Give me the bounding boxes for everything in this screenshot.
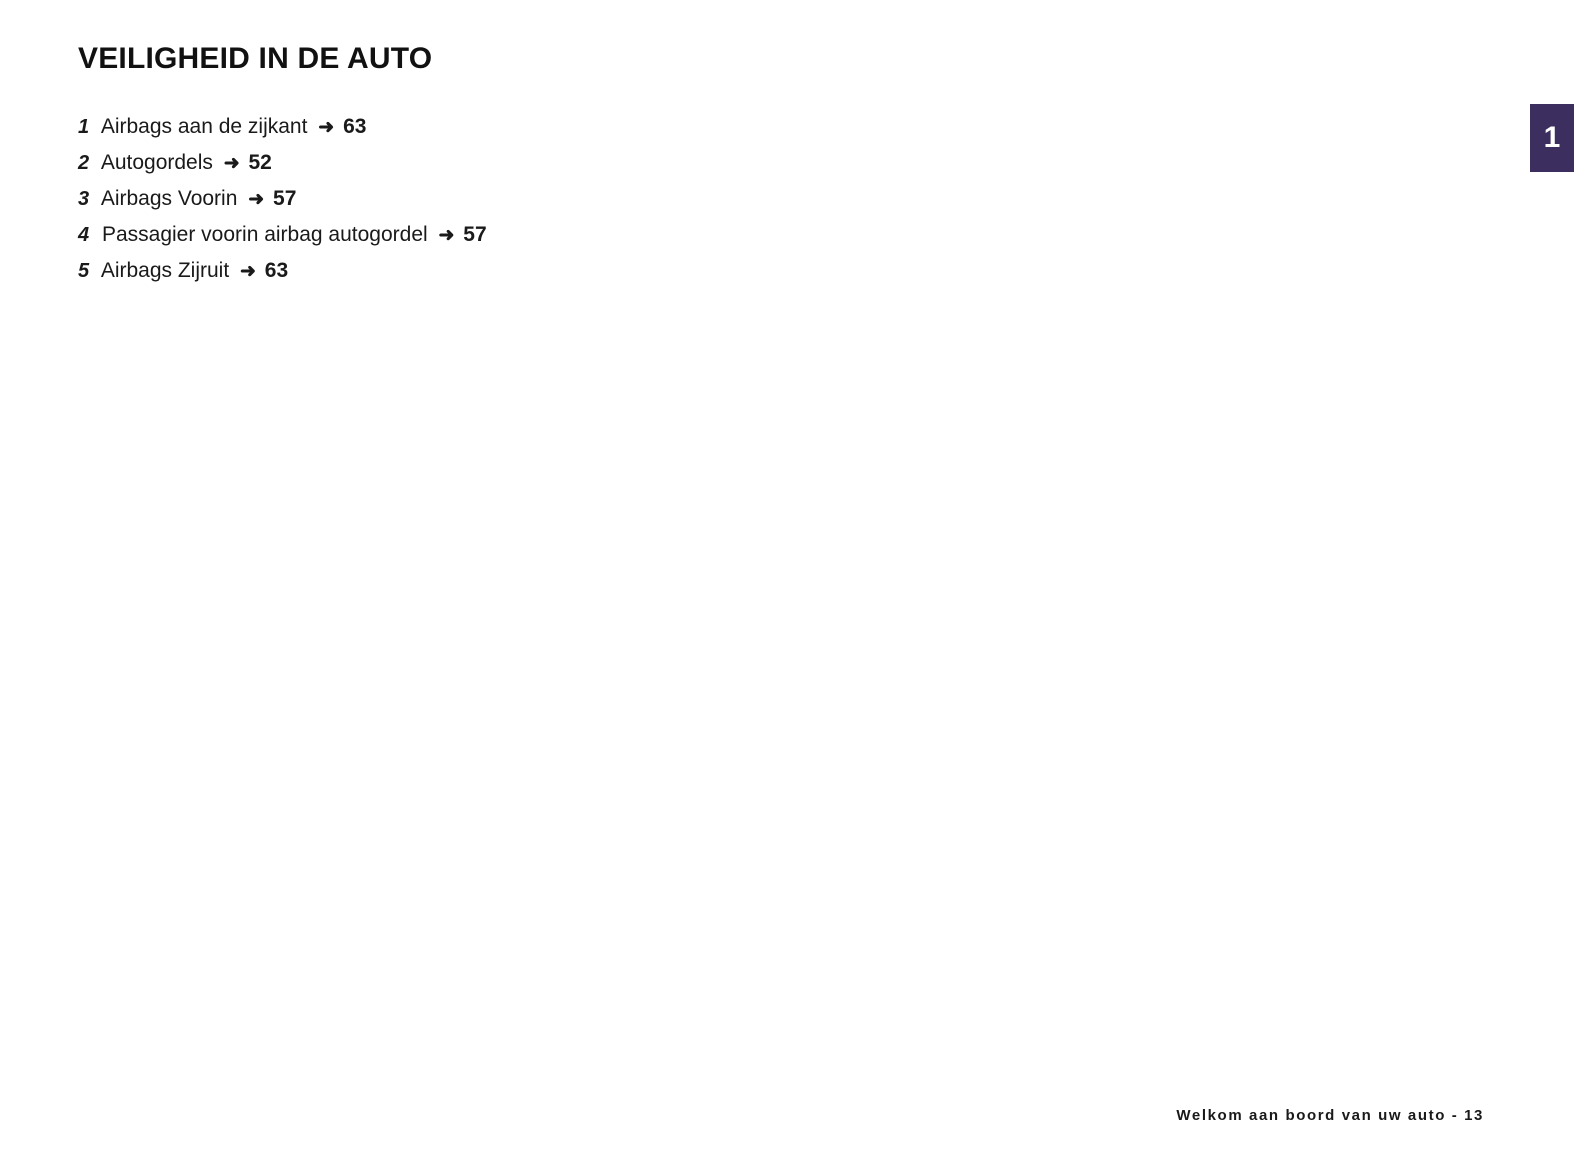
list-item-label: Passagier voorin airbag autogordel xyxy=(101,223,428,247)
page-title: VEILIGHEID IN DE AUTO xyxy=(78,42,433,75)
list-item-page-number: 57 xyxy=(273,187,297,211)
arrow-right-icon: ➜ xyxy=(223,153,240,175)
list-item-label: Airbags Zijruit xyxy=(100,259,230,283)
list-item[interactable] xyxy=(78,109,1278,145)
list-item-number: 3 xyxy=(78,188,90,211)
list-item[interactable] xyxy=(78,181,1278,217)
list-item-page-number: 63 xyxy=(264,259,289,283)
list-item-number: 4 xyxy=(78,224,90,247)
page-footer: Welkom aan boord van uw auto - 13 xyxy=(1176,1107,1484,1124)
page-content xyxy=(78,42,1278,290)
list-item-label: Autogordels xyxy=(100,151,213,175)
table-of-contents xyxy=(78,109,1278,290)
arrow-right-icon: ➜ xyxy=(248,189,265,211)
list-item-page-number: 63 xyxy=(343,115,367,138)
list-item-label: Airbags aan de zijkant xyxy=(100,115,308,138)
arrow-right-icon: ➜ xyxy=(318,117,335,138)
chapter-number-tab: 1 xyxy=(1530,104,1574,172)
list-item[interactable] xyxy=(78,145,1278,181)
list-item-number: 1 xyxy=(78,116,90,138)
arrow-right-icon: ➜ xyxy=(438,225,455,247)
list-item-number: 5 xyxy=(78,260,90,283)
arrow-right-icon: ➜ xyxy=(240,261,256,283)
list-item-number: 2 xyxy=(78,152,90,175)
list-item[interactable] xyxy=(78,253,1278,289)
list-item-page-number: 52 xyxy=(248,151,272,175)
list-item[interactable] xyxy=(78,217,1278,253)
list-item-label: Airbags Voorin xyxy=(100,187,238,211)
list-item-page-number: 57 xyxy=(463,223,487,247)
